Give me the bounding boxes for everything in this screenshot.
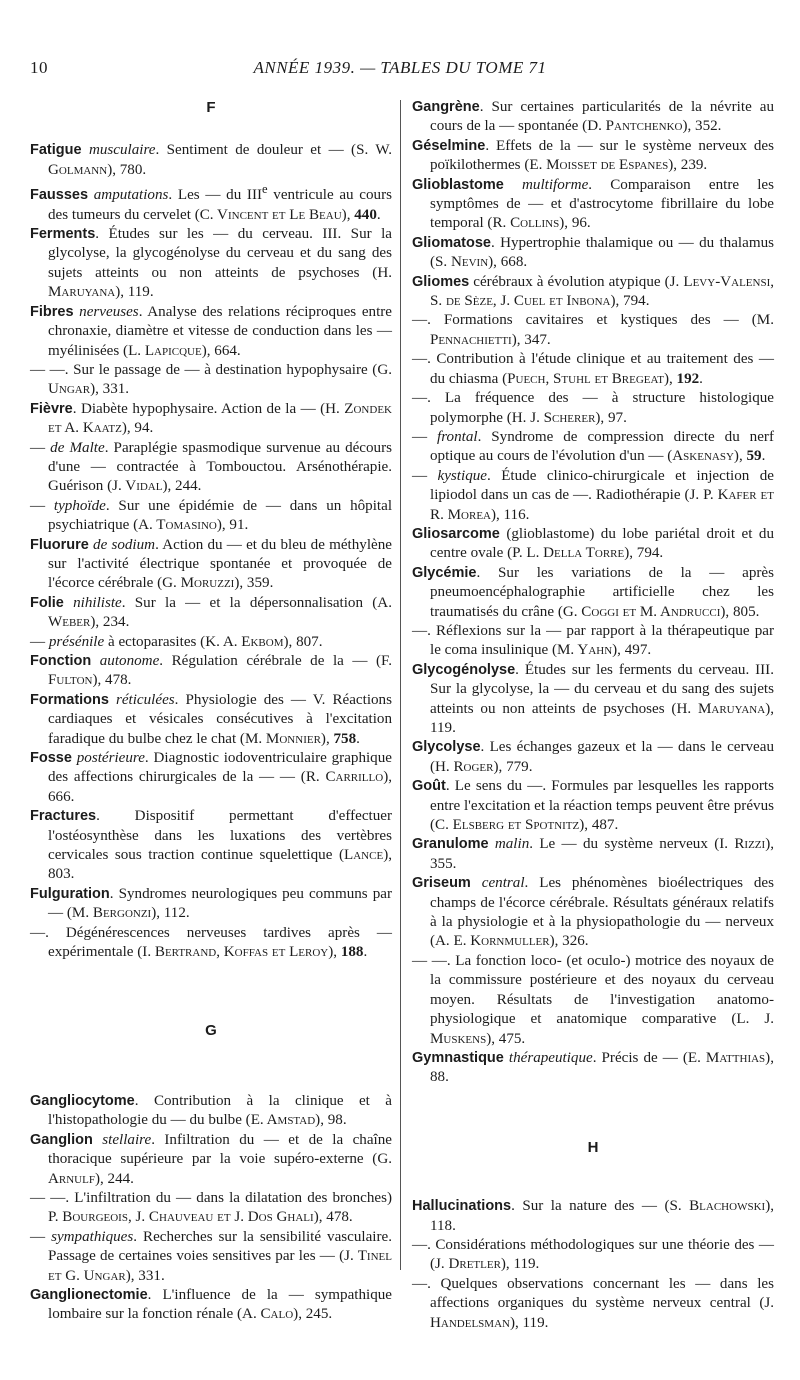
index-entry <box>30 536 392 594</box>
entry-headword: Glioblastome <box>412 176 504 193</box>
entry-headword: Fatigue <box>30 142 82 159</box>
entry-text: . Précis de — ( <box>592 1049 688 1066</box>
entry-authors: F. Fulton <box>48 653 392 689</box>
running-title: ANNÉE 1939. — TABLES DU TOME 71 <box>253 58 547 77</box>
entry-headword: Ferments <box>30 226 96 243</box>
entry-text: —. Réflexions sur la — par rapport à la thérapeutique par le coma insulinique ( <box>412 622 774 659</box>
entry-text: . Contribution à la clinique et à l'histopathologie du — du bulbe ( <box>48 1092 392 1129</box>
index-entry <box>412 311 774 350</box>
entry-text: ), 118. <box>430 1198 774 1234</box>
entry-authors: S. Nevin <box>435 254 489 271</box>
entry-text: ), <box>733 448 747 465</box>
index-entry <box>412 273 774 312</box>
entry-headword: Fibres <box>30 303 74 320</box>
entry-text: multiforme <box>522 176 589 193</box>
entry-headword: Gliosarcome <box>412 525 500 542</box>
entry-text: . Diabète hypophysaire. Action de la — ( <box>72 400 326 417</box>
index-entry <box>30 652 392 691</box>
entry-text: e <box>262 182 268 197</box>
entry-text: . Études sur les ferments du cerveau. III. Sur la glycolyse, la — du cerveau et du sang des sujets atteints ou non atteints de psychoses ( <box>430 661 774 717</box>
entry-headword: Glycémie <box>412 564 477 581</box>
entry-authors: C. Vincent et Le Beau <box>199 206 342 223</box>
entry-authors: I. Bertrand, Koffas et Leroy <box>142 944 329 961</box>
entry-text: musculaire <box>88 142 156 159</box>
entry-text: ), 803. <box>48 847 392 883</box>
entry-authors: A. Tomasino <box>138 517 217 534</box>
index-entry <box>412 777 774 835</box>
entry-headword: Ganglionectomie <box>30 1286 148 1303</box>
index-entry <box>412 176 774 234</box>
entry-text: . Recherches sur la sensibilité vasculaire. Passage de certaines voies sensitives par les — ( <box>48 1228 392 1265</box>
entry-authors: E. Amstad <box>250 1112 316 1129</box>
column-divider <box>400 100 401 1270</box>
entry-text: . <box>356 730 360 747</box>
entry-text: ), <box>328 944 341 961</box>
right-column <box>412 98 774 1333</box>
entry-text: ), 91. <box>216 517 249 534</box>
entry-text <box>91 653 100 669</box>
entry-authors: S. W. Golmann <box>48 142 392 178</box>
entry-text: 440 <box>354 206 377 223</box>
entry-text: — <box>30 633 49 650</box>
entry-text: . Régulation cérébrale de la — ( <box>159 653 382 669</box>
index-entry <box>30 807 392 885</box>
entry-text: ), 119. <box>500 1256 540 1273</box>
entry-authors: G. Coggi et M. Andrucci <box>562 603 721 620</box>
entry-headword: Goût <box>412 778 446 795</box>
entry-text: 59 <box>746 448 762 465</box>
entry-text: — <box>412 428 438 445</box>
entry-text: central <box>481 875 525 892</box>
entry-headword: Fonction <box>30 653 92 669</box>
index-entry <box>30 225 392 303</box>
entry-text: . <box>761 448 766 465</box>
entry-authors: A. Weber <box>48 594 392 631</box>
entry-authors: Askenasy <box>672 448 734 465</box>
entry-authors: J. Tinel et G. Ungar <box>48 1248 392 1284</box>
entry-headword: Gangliocytome <box>30 1092 135 1109</box>
index-entry <box>412 350 774 389</box>
entry-text: ), 245. <box>293 1306 333 1323</box>
entry-authors: H. J. Scherer <box>511 409 596 426</box>
entry-headword: Formations <box>30 691 109 708</box>
entry-authors: H. Maruyana <box>48 264 392 301</box>
index-entry <box>412 1275 774 1333</box>
entry-authors: A. E. Kornmuller <box>435 933 550 950</box>
entry-authors: I. Rizzi <box>719 836 766 853</box>
index-entry <box>30 924 392 963</box>
entry-authors: R. Collins <box>492 215 560 232</box>
index-entry <box>412 98 774 137</box>
entry-headword: Fractures <box>30 808 97 825</box>
entry-authors: G. Ungar <box>48 361 392 398</box>
index-entry <box>412 622 774 661</box>
entry-headword: Gangrène <box>412 99 480 115</box>
entry-text: (glioblastome) du lobe pariétal droit et du centre ovale ( <box>430 525 774 562</box>
entry-text: . Études sur les — du cerveau. III. Sur la glycolyse, la glycogénolyse du cerveau et du sang des sujets atteints ou non atteints de psychoses ( <box>48 226 392 281</box>
index-entry <box>30 594 392 633</box>
index-entry <box>412 1197 774 1236</box>
entry-text: —. Quelques observations concernant les — dans les affections organiques du système nerveux central ( <box>412 1275 774 1312</box>
index-entry <box>30 691 392 749</box>
entry-authors: M. Monnier <box>244 730 321 747</box>
index-entry <box>412 952 774 1049</box>
entry-text: cérébraux à évolution atypique ( <box>469 273 670 290</box>
entry-text: . Sur une épidémie de — dans un hôpital psychiatrique ( <box>48 497 393 534</box>
entry-text: nerveuses <box>79 303 139 320</box>
index-entry <box>30 141 392 180</box>
index-entry <box>30 633 392 652</box>
entry-headword: Fosse <box>30 750 72 767</box>
index-entry <box>30 1131 392 1189</box>
entry-text: . Les échanges gazeux et la — dans le cerveau ( <box>430 739 774 775</box>
entry-text: ), 487. <box>579 817 619 834</box>
entry-text <box>504 177 522 193</box>
entry-text: . Sur certaines particularités de la névrite au cours de la — spontanée ( <box>430 99 774 135</box>
index-entry <box>412 389 774 428</box>
entry-text: ), 355. <box>430 836 775 872</box>
entry-text: ), 326. <box>549 933 589 950</box>
index-entry <box>412 1049 774 1088</box>
entry-text: ), 497. <box>612 642 652 659</box>
index-entry <box>30 303 392 361</box>
entry-text: —. Formations cavitaires et kystiques des — ( <box>412 312 757 329</box>
entry-text: thérapeutique <box>508 1049 593 1066</box>
entry-text: ), 780. <box>107 161 147 178</box>
entry-text: 192 <box>676 370 700 387</box>
entry-text: . Physiologie des — V. Réactions cardiaques et vésicales consécutives à l'excitation faradique du bulbe chez le chat ( <box>48 691 392 747</box>
entry-text: 758 <box>333 730 357 747</box>
index-entry <box>412 738 774 777</box>
entry-authors: H. Roger <box>435 758 494 775</box>
left-column <box>30 98 392 1325</box>
index-entry <box>30 400 392 439</box>
index-entry <box>30 439 392 497</box>
page-header <box>30 58 770 82</box>
entry-authors: L. Lapicque <box>128 342 202 359</box>
entry-text: . Action du — et du bleu de méthylène sur l'activité électrique spontanée et provoquée de l'écorce cérébrale ( <box>48 536 392 592</box>
entry-headword: Gliomatose <box>412 234 491 251</box>
index-entry <box>412 1236 774 1275</box>
section-letter-g: G <box>205 1021 217 1039</box>
entry-text: ), 119. <box>509 1314 549 1331</box>
entry-authors: J. Dretler <box>435 1256 501 1273</box>
entry-text: —. La fréquence des — à structure histologique polymorphe ( <box>412 390 774 426</box>
entries-g <box>30 1092 392 1325</box>
entry-text <box>471 875 482 891</box>
entry-text: . Étude clinico-chirurgicale et injection de lipiodol dans un cas de —. Radiothérapie ( <box>430 467 774 504</box>
entry-text <box>82 142 89 158</box>
entry-text: frontal <box>437 428 478 445</box>
entry-text: postérieure <box>76 750 145 767</box>
entry-text: ), 352. <box>682 118 722 135</box>
entry-text: —. Dégénérescences nerveuses tardives après — expérimentale ( <box>30 924 392 961</box>
entry-text: — <box>30 1228 52 1245</box>
entry-text: ), 347. <box>511 331 551 348</box>
entry-text: ), 97. <box>595 409 627 426</box>
entry-authors: P. L. Della Torre <box>512 545 625 562</box>
entry-text: autonome <box>99 653 160 669</box>
entry-text: ), 794. <box>624 545 664 562</box>
entry-headword: Fièvre <box>30 400 73 417</box>
entry-text: nihiliste <box>73 594 122 611</box>
entry-text: . Sentiment de douleur et — ( <box>155 142 357 159</box>
entries-f <box>30 141 392 962</box>
entry-text: ventricule au cours des tumeurs du cervelet ( <box>48 187 392 223</box>
entry-text: kystique <box>437 467 487 484</box>
entry-text: malin <box>494 836 530 853</box>
entry-text: ), 807. <box>283 633 323 650</box>
entry-text: ), 94. <box>121 420 154 437</box>
entry-text: — —. Sur le passage de — à destination hypophysaire ( <box>30 361 378 378</box>
entry-text: ), 666. <box>48 769 392 805</box>
entry-text: . Paraplégie spasmodique survenue au décours d'une — contractée à Tombouctou. Arsénothérapie. Guérison ( <box>48 439 393 495</box>
entry-headword: Hallucinations <box>412 1198 512 1215</box>
entry-authors: G. Moruzzi <box>162 575 235 592</box>
entry-text: réticulées <box>115 691 175 708</box>
entry-text: . Effets de la — sur le système nerveux des poïkilothermes ( <box>430 137 774 174</box>
entry-text: —. Considérations méthodologiques sur une théorie des — ( <box>412 1236 774 1273</box>
entry-authors: J. Vidal <box>112 478 163 495</box>
entry-text: ), 88. <box>430 1049 774 1086</box>
index-entry <box>412 874 774 952</box>
entry-text: ), 664. <box>201 342 241 359</box>
entry-text: ), 244. <box>94 1170 134 1187</box>
entry-authors: E. Matthias <box>687 1049 766 1066</box>
entry-text: ), 244. <box>162 478 202 495</box>
entry-text: ), 98. <box>315 1112 347 1129</box>
entry-text: ), 805. <box>720 603 760 620</box>
entry-headword: Géselmine <box>412 137 486 154</box>
index-entry <box>30 497 392 536</box>
entry-text: . <box>699 370 703 387</box>
entry-text: . Comparaison entre les symptômes de — et d'astrocytome fibrillaire du lobe temporal ( <box>430 176 774 232</box>
entries-h <box>412 1197 774 1333</box>
entry-text: . <box>376 206 381 223</box>
entry-text: ), 478. <box>313 1209 353 1226</box>
entry-authors: D. Pantchenko <box>587 118 683 135</box>
entry-authors: E. Moisset de Espanes <box>529 157 669 174</box>
entry-text: ), <box>663 370 677 387</box>
entry-text <box>93 1132 102 1148</box>
entry-text: . Les — du III <box>168 187 263 204</box>
entry-text: ), 119. <box>115 284 154 301</box>
entry-authors: R. Carrillo <box>305 769 384 786</box>
entry-text: 188 <box>340 944 364 961</box>
entry-text: — <box>412 467 438 484</box>
entry-text: sympathiques <box>51 1228 134 1245</box>
entry-text: . <box>363 944 368 961</box>
entry-text: ), 239. <box>668 157 708 174</box>
entry-headword: Ganglion <box>30 1131 93 1148</box>
entry-authors: G. Arnulf <box>48 1151 392 1187</box>
entry-authors: J. Levy-Valensi, S. de Sèze, J. Cuel et Inbona <box>430 273 774 310</box>
entry-authors: Puech, Stuhl et Bregeat <box>507 370 664 387</box>
entry-text: ), 794. <box>610 293 650 310</box>
entry-headword: Glycolyse <box>412 739 481 756</box>
entry-authors: C. Elsberg et Spotnitz <box>435 817 580 834</box>
index-entry <box>30 180 392 225</box>
index-entry <box>30 1092 392 1131</box>
entry-headword: Gliomes <box>412 273 470 290</box>
index-entry <box>30 361 392 400</box>
entry-headword: Folie <box>30 594 64 611</box>
index-entry <box>30 1286 392 1325</box>
index-entry <box>412 525 774 564</box>
entry-text: ), 668. <box>488 254 528 271</box>
entry-text: ), 119. <box>430 700 774 736</box>
entry-headword: Fluorure <box>30 536 89 553</box>
entry-authors: M. Yahn <box>557 642 613 659</box>
entry-text: ), 96. <box>559 215 591 232</box>
index-entry <box>30 749 392 807</box>
entry-text: typhoïde <box>53 497 106 514</box>
entry-text: ), <box>341 206 355 223</box>
entry-text: présénile <box>48 633 105 650</box>
entry-text: ), 779. <box>493 758 533 775</box>
entry-text: — <box>30 439 51 456</box>
entry-text: . Syndrome de compression directe du nerf optique au cours de l'évolution d'un — ( <box>430 428 774 465</box>
entry-text: . Hypertrophie thalamique ou — du thalamus ( <box>430 234 774 271</box>
index-entry <box>412 428 774 467</box>
entry-headword: Griseum <box>412 875 471 892</box>
entry-text: de sodium <box>93 536 156 553</box>
entry-text: à ectoparasites ( <box>104 633 206 650</box>
entry-headword: Granulome <box>412 836 489 853</box>
entry-text: — —. L'infiltration du — dans la dilatation des bronches) P. <box>30 1189 392 1226</box>
entry-text: ), 359. <box>234 575 274 592</box>
entry-authors: H. Maruyana <box>676 700 766 717</box>
entry-authors: M. Pennachietti <box>430 312 774 348</box>
entry-text: . Dispositif permettant d'effectuer l'ostéosynthèse dans les luxations des vertèbres cervicales sous traction continue squelettique ( <box>48 808 392 864</box>
entry-authors: Lance <box>344 847 384 864</box>
index-entry <box>412 467 774 525</box>
page-number: 10 <box>30 58 48 77</box>
index-entry <box>30 1228 392 1286</box>
entry-text <box>109 692 116 708</box>
index-entry <box>412 661 774 739</box>
entry-headword: Fulguration <box>30 885 110 902</box>
entries-g-continued <box>412 98 774 1088</box>
entry-authors: J. P. Kafer et R. Morea <box>430 487 774 523</box>
entry-text: — <box>30 497 54 514</box>
entry-text: . Analyse des relations réciproques entre chronaxie, diamètre et vitesse de conduction dans les — myélinisées ( <box>48 303 392 359</box>
section-letter-f: F <box>206 99 216 116</box>
entry-text: ), 331. <box>90 381 130 398</box>
entry-text: . Le — du système nerveux ( <box>529 836 720 853</box>
entry-text: ), 331. <box>125 1267 165 1284</box>
entry-text: . Diagnostic iodoventriculaire graphique des affections chirurgicales de la — — ( <box>48 750 392 786</box>
entry-text: ), 234. <box>90 614 130 631</box>
entry-text: . Les phénomènes bioélectriques des champs de l'écorce cérébrale. Résultats généraux relatifs à la physiologie et à la physiopathologie du — nerveux ( <box>430 875 774 950</box>
index-entry <box>412 137 774 176</box>
entry-text: ), 475. <box>486 1030 526 1047</box>
entry-text: . Sur la — et la dépersonnalisation ( <box>121 594 378 611</box>
index-entry <box>412 564 774 622</box>
entry-text <box>64 595 73 611</box>
index-entry <box>412 234 774 273</box>
entry-headword: Fausses <box>30 187 89 204</box>
entry-headword: Glycogénolyse <box>412 661 516 678</box>
entry-text: ), 112. <box>151 905 190 922</box>
entry-text: ), 478. <box>92 672 132 689</box>
entry-text: stellaire <box>102 1131 152 1148</box>
entry-authors: J. Handelsman <box>430 1295 774 1331</box>
entry-authors: M. Bergonzi <box>71 905 152 922</box>
index-entry <box>412 835 774 874</box>
entry-text: . Infiltration du — et de la chaîne thoracique supérieure par la voie supéro-externe ( <box>48 1131 392 1168</box>
entry-text: —. Contribution à l'étude clinique et au traitement des — du chiasma ( <box>412 351 774 387</box>
entry-authors: L. J. Muskens <box>430 1011 774 1047</box>
index-entry <box>30 1189 392 1228</box>
entry-text: amputations <box>93 187 169 204</box>
entry-authors: H. Zondek et A. Kaatz <box>48 400 392 437</box>
entry-text: de Malte <box>50 439 105 456</box>
entry-authors: Bourgeois, J. Chauveau et J. Dos Ghali <box>62 1209 314 1226</box>
entry-text: . Syndromes neurologiques peu communs par — ( <box>48 885 392 922</box>
entry-authors: K. A. Ekbom <box>205 633 284 650</box>
entry-text: . L'influence de la — sympathique lombaire sur la fonction rénale ( <box>48 1286 392 1323</box>
entry-text: ), 116. <box>490 506 530 523</box>
entry-authors: S. Blachowski <box>669 1198 766 1215</box>
entry-text: ), <box>320 730 334 747</box>
entry-text: . Le sens du —. Formules par lesquelles les rapports entre l'excitation et la réaction temps peuvent être prévus ( <box>430 778 774 834</box>
section-letter-h: H <box>587 1138 599 1156</box>
entry-text: . Sur la nature des — ( <box>511 1198 670 1215</box>
entry-text: — —. La fonction loco- (et oculo-) motrice des noyaux de la commissure postérieure et des noyaux du cerveau moyen. Résultats de l'investigation anatomo-physiologique et anatomique comparative ( <box>412 952 774 1028</box>
entry-text: . Sur les variations de la — après pneumoencéphalographie artificielle chez les traumatisés du crâne ( <box>430 564 774 620</box>
entry-authors: A. Calo <box>242 1306 294 1323</box>
entry-headword: Gymnastique <box>412 1049 504 1066</box>
index-entry <box>30 885 392 924</box>
